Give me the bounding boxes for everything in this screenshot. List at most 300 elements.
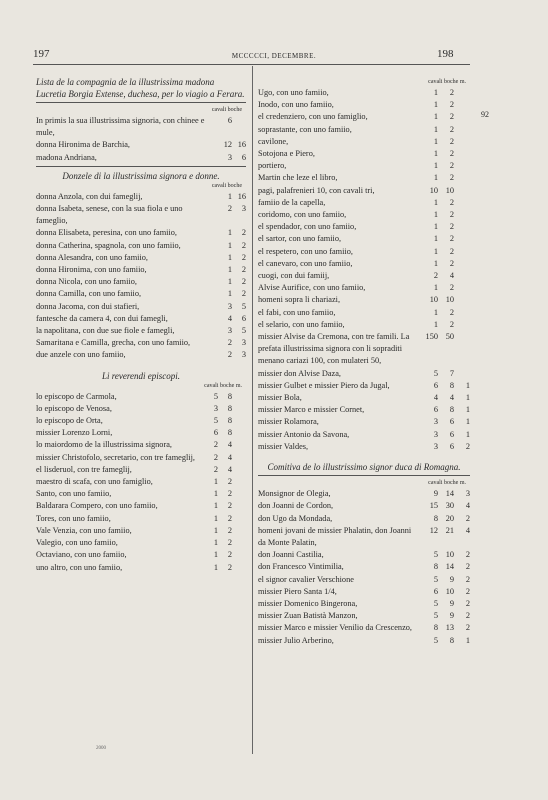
- entry-name: maestro di scafa, con uno famiglio,: [36, 477, 153, 487]
- entry-value-b: 2: [449, 124, 454, 134]
- entry-name: uno altro, con uno famiio,: [36, 562, 123, 572]
- entry-name: lo episcopo de Carmola,: [36, 391, 117, 401]
- entry-name: Martin che leze el libro,: [258, 173, 338, 183]
- entry-name: el lisderuol, con tre fameglij,: [36, 464, 132, 474]
- entry-value-b: 16: [237, 140, 246, 150]
- entry-value-a: 1: [213, 501, 218, 511]
- list-entry: [36, 525, 246, 537]
- entry-value-a: 1: [213, 562, 218, 572]
- entry-value-b: 2: [241, 265, 246, 275]
- list-entry: [36, 562, 246, 574]
- entry-name: madona Andriana,: [36, 152, 97, 162]
- entry-value-b: 2: [227, 477, 232, 487]
- entry-value-b: 8: [449, 635, 454, 645]
- entry-value-b: 2: [449, 197, 454, 207]
- entry-value-a: 1: [433, 258, 438, 268]
- entry-value-a: 1: [213, 489, 218, 499]
- entry-name: don Joanni de Cordon,: [258, 501, 334, 511]
- entry-value-b: 4: [227, 452, 232, 462]
- entry-name: fantesche da camera 4, con dui famegli,: [36, 313, 168, 323]
- entry-value-a: 1: [433, 88, 438, 97]
- entry-name: Inodo, con uno famiio,: [258, 100, 334, 110]
- entry-value-a: 150: [425, 332, 438, 342]
- entry-name: donna Alesandra, con uno famiio,: [36, 252, 148, 262]
- entry-name: el spendador, con uno famiio,: [258, 222, 357, 232]
- entry-value-b: 2: [241, 252, 246, 262]
- entry-value-a: 1: [213, 525, 218, 535]
- column-heading: cavali boche: [211, 107, 242, 113]
- entry-value-b: 2: [241, 228, 246, 238]
- entry-name: missier Rolamora,: [258, 417, 319, 427]
- entry-name: missier Christofolo, secretario, con tre fameglij,: [36, 452, 195, 462]
- entry-name: missier Alvise da Cremona, con tre famili. La prefata illustrissima signora con li sopraditi menano cariazi 100, con mulateri 50,: [258, 332, 410, 366]
- list-entry: [258, 209, 470, 221]
- entry-name: donna Anzola, con dui fameglij,: [36, 191, 143, 201]
- entry-value-b: 2: [449, 100, 454, 110]
- entry-value-c: 1: [465, 380, 470, 390]
- entry-value-c: 1: [465, 405, 470, 415]
- entry-value-a: 1: [433, 319, 438, 329]
- list-entry: [258, 111, 470, 123]
- column-heading: cavali boche m.: [428, 79, 466, 85]
- entry-value-a: 6: [433, 586, 438, 596]
- entry-value-a: 1: [433, 222, 438, 232]
- entry-name: Vale Venzia, con uno famiio,: [36, 525, 132, 535]
- entry-name: el signor cavalier Verschione: [258, 574, 354, 584]
- entry-value-b: 2: [449, 234, 454, 244]
- entry-name: missier Antonio da Savona,: [258, 429, 350, 439]
- list-entry: [258, 586, 470, 598]
- entry-name: don Francesco Vintimilia,: [258, 562, 344, 572]
- entry-value-a: 1: [227, 228, 232, 238]
- entry-name: lo maiordomo de la illustrissima signora,: [36, 440, 172, 450]
- entry-value-a: 5: [433, 550, 438, 560]
- entry-name: el selario, con uno famiio,: [258, 319, 345, 329]
- entry-value-a: 1: [227, 240, 232, 250]
- margin-number: 92: [481, 110, 489, 119]
- list-entry: [36, 191, 246, 203]
- list-entry: [258, 549, 470, 561]
- entry-name: el sartor, con uno famiio,: [258, 234, 342, 244]
- list-entry: [36, 203, 246, 227]
- entry-value-b: 8: [227, 391, 232, 401]
- entry-value-c: 2: [465, 441, 470, 451]
- list-entry: [36, 488, 246, 500]
- entry-value-c: 2: [465, 611, 470, 621]
- list-entry: [258, 525, 470, 549]
- list-entry: [258, 392, 470, 404]
- entry-value-c: 1: [465, 417, 470, 427]
- list-entry: [36, 403, 246, 415]
- list-entry: [36, 452, 246, 464]
- entry-value-a: 6: [213, 428, 218, 438]
- list-entry: [258, 319, 470, 331]
- entry-name: donna Camilla, con uno famiio,: [36, 289, 142, 299]
- list-entry: [36, 391, 246, 403]
- entry-name: due anzele con uno famiio,: [36, 350, 126, 360]
- list-entry: [258, 380, 470, 392]
- entry-value-a: 2: [213, 440, 218, 450]
- list-entry: [258, 404, 470, 416]
- entry-value-b: 20: [445, 513, 454, 523]
- entry-value-a: 5: [433, 635, 438, 645]
- column-heading: cavali boche m.: [428, 480, 466, 487]
- entry-name: portiero,: [258, 161, 287, 171]
- entry-value-b: 8: [449, 405, 454, 415]
- list-entry: [36, 276, 246, 288]
- entry-value-a: 2: [213, 452, 218, 462]
- list-entry: [36, 464, 246, 476]
- list-entry: [36, 549, 246, 561]
- entry-value-b: 2: [449, 246, 454, 256]
- entry-name: missier Domenico Bingerona,: [258, 598, 358, 608]
- entry-value-b: 7: [449, 368, 454, 378]
- entry-value-b: 4: [449, 271, 454, 281]
- entry-name: missier don Alvise Daza,: [258, 368, 341, 378]
- entry-value-a: 5: [433, 574, 438, 584]
- entry-value-a: 3: [227, 326, 232, 336]
- list-entry: [36, 313, 246, 325]
- entry-value-b: 5: [241, 326, 246, 336]
- entry-value-b: 4: [227, 440, 232, 450]
- list-entry: [258, 160, 470, 172]
- list-entry: [258, 124, 470, 136]
- section-rule: [258, 475, 470, 476]
- entry-value-b: 2: [449, 319, 454, 329]
- entry-name: Alvise Aurifice, con uno famiio,: [258, 283, 366, 293]
- entry-name: missier Julio Arberino,: [258, 635, 334, 645]
- list-entry: [36, 115, 246, 139]
- list-entry: [258, 294, 470, 306]
- list-entry: [36, 139, 246, 151]
- entry-value-b: 14: [445, 489, 454, 499]
- entry-value-a: 1: [433, 234, 438, 244]
- entry-value-b: 5: [241, 301, 246, 311]
- list-entry: [36, 500, 246, 512]
- entry-value-a: 1: [213, 477, 218, 487]
- entry-name: donna Nicola, con uno famiio,: [36, 277, 137, 287]
- entry-name: el credenziero, con uno famiglio,: [258, 112, 368, 122]
- entry-value-a: 12: [223, 140, 232, 150]
- entry-value-a: 1: [433, 173, 438, 183]
- entry-value-a: 1: [433, 112, 438, 122]
- entry-value-b: 21: [445, 525, 454, 535]
- entry-value-b: 10: [445, 550, 454, 560]
- list-entry: [258, 441, 470, 453]
- entry-value-a: 1: [227, 265, 232, 275]
- entry-name: missier Gulbet e missier Piero da Jugal,: [258, 380, 390, 390]
- entry-name: missier Marco e missier Cornet,: [258, 405, 365, 415]
- list-entry: [258, 513, 470, 525]
- section-rule: [36, 102, 246, 103]
- entry-name: famiio de la capella,: [258, 197, 326, 207]
- entry-value-b: 8: [227, 416, 232, 426]
- entry-name: homeni sopra li chariazi,: [258, 295, 341, 305]
- list-entry: [258, 488, 470, 500]
- list-entry: [258, 622, 470, 634]
- entry-value-a: 2: [227, 338, 232, 348]
- list-entry: [36, 349, 246, 361]
- entry-value-a: 1: [227, 289, 232, 299]
- list-entry: [258, 185, 470, 197]
- entry-value-b: 2: [227, 538, 232, 548]
- entry-value-b: 14: [445, 562, 454, 572]
- entry-value-b: 2: [227, 525, 232, 535]
- entry-name: pagi, palafrenieri 10, con cavali tri,: [258, 185, 375, 195]
- list-entry: [36, 537, 246, 549]
- entry-value-a: 4: [227, 313, 232, 323]
- entry-value-a: 8: [433, 562, 438, 572]
- entry-value-a: 1: [433, 246, 438, 256]
- entry-value-a: 3: [227, 301, 232, 311]
- list-entry: [258, 500, 470, 512]
- entry-value-c: 3: [465, 489, 470, 499]
- entry-value-b: 2: [449, 112, 454, 122]
- entry-value-c: 1: [465, 635, 470, 645]
- entry-value-b: 6: [449, 429, 454, 439]
- entry-value-b: 2: [449, 210, 454, 220]
- entry-value-c: 2: [465, 562, 470, 572]
- entry-value-c: 2: [465, 574, 470, 584]
- list-entry: [258, 331, 470, 368]
- entry-value-b: 9: [449, 611, 454, 621]
- list-entry: [36, 227, 246, 239]
- list-entry: [258, 429, 470, 441]
- entry-value-b: 2: [449, 283, 454, 293]
- entry-value-b: 13: [445, 623, 454, 633]
- entry-value-a: 2: [227, 350, 232, 360]
- entry-value-a: 1: [227, 191, 232, 201]
- list-entry: [36, 439, 246, 451]
- entry-name: don Joanni Castilia,: [258, 550, 324, 560]
- entry-name: homeni jovani de missier Phalatin, don Joanni da Monte Palatin,: [258, 525, 412, 547]
- entry-name: Tores, con uno famiio,: [36, 513, 111, 523]
- entry-name: la napolitana, con due sue fiole e famegli,: [36, 326, 175, 336]
- entry-value-c: 2: [465, 513, 470, 523]
- list-entry: [36, 325, 246, 337]
- list-entry: [36, 513, 246, 525]
- section-rule: [36, 166, 246, 167]
- entry-value-a: 6: [433, 405, 438, 415]
- list-entry: [258, 598, 470, 610]
- entry-value-b: 6: [449, 417, 454, 427]
- entry-value-a: 3: [433, 417, 438, 427]
- entry-name: donna Hironima, con uno famiio,: [36, 265, 147, 275]
- entry-value-a: 2: [227, 204, 232, 214]
- entry-name: Santo, con uno famiio,: [36, 489, 112, 499]
- entry-name: missier Marco e missier Venilio da Crescenzo,: [258, 623, 412, 633]
- entry-value-a: 6: [227, 116, 232, 125]
- list-entry: [258, 307, 470, 319]
- entry-value-a: 1: [227, 277, 232, 287]
- entry-value-a: 1: [433, 124, 438, 134]
- entry-value-a: 5: [433, 611, 438, 621]
- entry-name: donna Hironima de Barchia,: [36, 140, 131, 150]
- entry-value-a: 1: [433, 283, 438, 293]
- section-episcopi-list: [36, 391, 246, 574]
- list-entry: [258, 561, 470, 573]
- entry-value-b: 10: [445, 185, 454, 195]
- entry-value-b: 2: [227, 562, 232, 572]
- entry-name: Baldarara Compero, con uno famiio,: [36, 501, 158, 511]
- list-entry: [36, 415, 246, 427]
- entry-value-b: 2: [449, 136, 454, 146]
- list-entry: [36, 252, 246, 264]
- entry-name: don Ugo da Mondada,: [258, 513, 333, 523]
- entry-value-a: 1: [433, 210, 438, 220]
- list-entry: [36, 288, 246, 300]
- list-entry: [36, 427, 246, 439]
- entry-value-c: 1: [465, 429, 470, 439]
- entry-value-a: 3: [433, 429, 438, 439]
- list-entry: [258, 270, 470, 282]
- entry-value-b: 2: [241, 240, 246, 250]
- entry-name: cuogi, con dui famiij,: [258, 271, 330, 281]
- entry-value-b: 8: [227, 403, 232, 413]
- entry-name: lo episcopo de Venosa,: [36, 403, 112, 413]
- entry-name: el canevaro, con uno famiio,: [258, 258, 353, 268]
- entry-value-a: 6: [433, 380, 438, 390]
- entry-name: missier Valdes,: [258, 441, 309, 451]
- right-column: [258, 78, 470, 647]
- entry-value-a: 1: [433, 197, 438, 207]
- entry-value-b: 2: [449, 258, 454, 268]
- list-entry: [258, 221, 470, 233]
- entry-name: el respetero, con uno famiio,: [258, 246, 353, 256]
- list-entry: [258, 136, 470, 148]
- section-household-list: [258, 87, 470, 453]
- entry-value-a: 3: [227, 152, 232, 162]
- entry-value-b: 30: [445, 501, 454, 511]
- entry-name: Octaviano, con uno famiio,: [36, 550, 127, 560]
- entry-value-a: 5: [213, 391, 218, 401]
- footer-mark: 2000: [96, 746, 106, 751]
- entry-value-b: 2: [227, 501, 232, 511]
- entry-name: coridomo, con uno famiio,: [258, 210, 347, 220]
- list-entry: [258, 99, 470, 111]
- entry-name: donna Elisabeta, peresina, con uno famiio,: [36, 228, 178, 238]
- entry-value-a: 2: [433, 271, 438, 281]
- entry-name: Monsignor de Olegia,: [258, 489, 331, 499]
- entry-value-c: 2: [465, 623, 470, 633]
- header-rule: [33, 64, 470, 65]
- entry-name: missier Piero Santa 1/4,: [258, 586, 337, 596]
- section-title-episcopi: Li reverendi episcopi.: [101, 370, 181, 381]
- list-entry: [258, 148, 470, 160]
- entry-value-b: 8: [227, 428, 232, 438]
- left-column: [36, 76, 246, 574]
- list-entry: [258, 233, 470, 245]
- entry-value-a: 10: [429, 185, 438, 195]
- entry-value-a: 3: [433, 441, 438, 451]
- section-comitiva-list: [258, 488, 470, 647]
- entry-value-a: 1: [433, 161, 438, 171]
- entry-value-b: 4: [227, 464, 232, 474]
- list-entry: [258, 574, 470, 586]
- entry-value-b: 2: [227, 513, 232, 523]
- entry-value-b: 3: [241, 350, 246, 360]
- entry-value-a: 1: [433, 149, 438, 159]
- entry-name: missier Bola,: [258, 393, 302, 403]
- entry-value-b: 10: [445, 295, 454, 305]
- list-entry: [258, 416, 470, 428]
- entry-name: In primis la sua illustrissima signoria, con chinee e mule,: [36, 116, 205, 138]
- entry-name: donna Catherina, spagnola, con uno famiio,: [36, 240, 181, 250]
- list-entry: [258, 368, 470, 380]
- entry-value-a: 4: [433, 393, 438, 403]
- list-entry: [258, 282, 470, 294]
- entry-name: donna Isabeta, senese, con la sua fiola e uno fameglio,: [36, 204, 183, 226]
- entry-value-b: 8: [449, 380, 454, 390]
- entry-value-a: 3: [213, 403, 218, 413]
- entry-name: soprastante, con uno famiio,: [258, 124, 352, 134]
- entry-value-a: 5: [433, 368, 438, 378]
- list-entry: [258, 87, 470, 99]
- entry-name: missier Zuan Batistà Manzon,: [258, 611, 358, 621]
- section-title-comitiva: Comitiva de lo illustrissimo signor duca di Romagna.: [267, 462, 461, 473]
- entry-name: Samaritana e Camilla, grecha, con uno famiio,: [36, 338, 191, 348]
- entry-value-b: 2: [449, 161, 454, 171]
- entry-value-b: 2: [241, 289, 246, 299]
- entry-value-a: 9: [433, 489, 438, 499]
- entry-name: Sotojona e Piero,: [258, 149, 315, 159]
- left-page-number: 197: [33, 48, 50, 60]
- column-divider: [252, 66, 253, 754]
- entry-value-a: 1: [227, 252, 232, 262]
- section-escort-list: [36, 115, 246, 164]
- entry-value-b: 2: [241, 277, 246, 287]
- entry-name: Valegio, con uno famiio,: [36, 538, 118, 548]
- entry-value-b: 3: [241, 338, 246, 348]
- entry-name: lo episcopo de Orta,: [36, 416, 103, 426]
- entry-value-c: 4: [465, 501, 470, 511]
- entry-value-a: 10: [429, 295, 438, 305]
- entry-value-a: 8: [433, 623, 438, 633]
- entry-name: Ugo, con uno famiio,: [258, 88, 329, 97]
- entry-value-a: 1: [213, 550, 218, 560]
- entry-value-b: 2: [227, 489, 232, 499]
- entry-value-c: 2: [465, 550, 470, 560]
- running-header: MCCCCCI, DECEMBRE.: [231, 52, 317, 60]
- list-entry: [36, 152, 246, 164]
- entry-value-a: 12: [429, 525, 438, 535]
- entry-name: missier Lorenzo Lorni,: [36, 428, 113, 438]
- entry-value-b: 2: [449, 173, 454, 183]
- entry-value-a: 5: [213, 416, 218, 426]
- entry-value-a: 1: [213, 538, 218, 548]
- entry-value-b: 2: [449, 222, 454, 232]
- entry-value-a: 15: [429, 501, 438, 511]
- entry-value-b: 3: [241, 204, 246, 214]
- entry-value-b: 50: [445, 332, 454, 342]
- entry-value-c: 2: [465, 598, 470, 608]
- list-entry: [36, 476, 246, 488]
- entry-value-b: 6: [241, 313, 246, 323]
- entry-value-b: 9: [449, 598, 454, 608]
- entry-name: donna Jacoma, con dui stafieri,: [36, 301, 140, 311]
- entry-value-b: 2: [449, 149, 454, 159]
- entry-value-b: 4: [449, 393, 454, 403]
- section-donzele-list: [36, 191, 246, 362]
- entry-value-a: 5: [433, 598, 438, 608]
- right-page-number: 198: [437, 48, 454, 60]
- entry-value-a: 1: [433, 100, 438, 110]
- list-entry: [258, 635, 470, 647]
- column-heading: cavali boche m.: [204, 382, 242, 389]
- list-entry: [36, 301, 246, 313]
- list-entry: [36, 240, 246, 252]
- entry-value-b: 10: [445, 586, 454, 596]
